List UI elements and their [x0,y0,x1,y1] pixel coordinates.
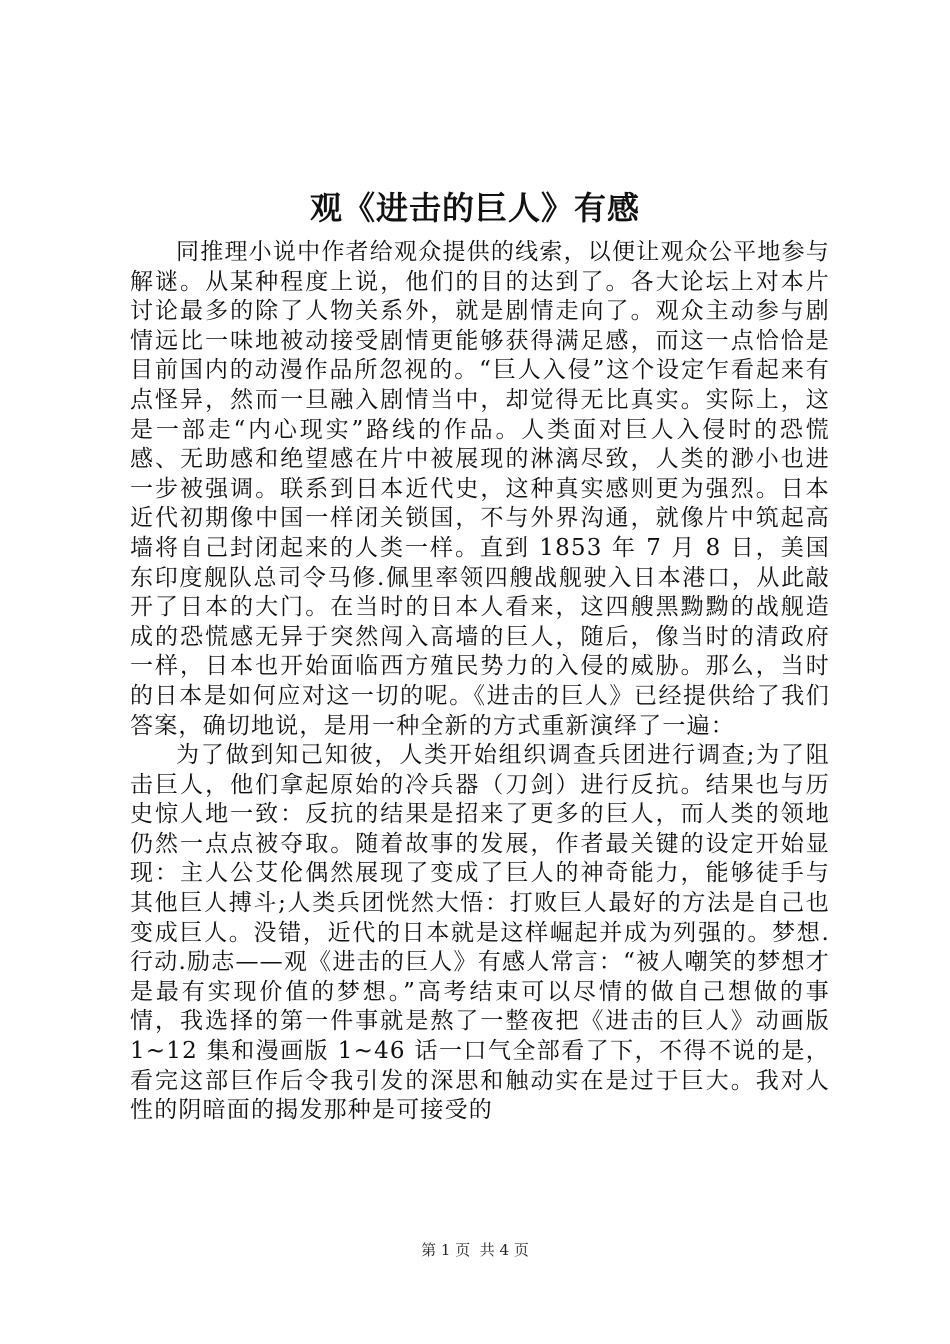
page-footer [0,1240,950,1260]
paragraph-2: 为了做到知己知彼，人类开始组织调查兵团进行调查;为了阻击巨人，他们拿起原始的冷兵器（刀剑）进行反抗。结果也与历史惊人地一致：反抗的结果是招来了更多的巨人，而人类的领地仍然一点点被夺取。随着故事的发展，作者最关键的设定开始显现：主人公艾伦偶然展现了变成了巨人的神奇能力，能够徒手与其他巨人搏斗;人类兵团恍然大悟：打败巨人最好的方法是自己也变成巨人。没错，近代的日本就是这样崛起并成为列强的。梦想.行动.励志——观《进击的巨人》有感人常言：“被人嘲笑的梦想才是最有实现价值的梦想。”高考结束可以尽情的做自己想做的事情，我选择的第一件事就是熬了一整夜把《进击的巨人》动画版 1~12 集和漫画版 1~46 话一口气全部看了下，不得不说的是，看完这部巨作后令我引发的深思和触动实在是过于巨大。我对人性的阴暗面的揭发那种是可接受的 [130,742,830,1124]
page-number: 第 1 页 [421,1241,471,1259]
page-total: 共 4 页 [479,1241,529,1259]
paragraph-1: 同推理小说中作者给观众提供的线索，以便让观众公平地参与解谜。从某种程度上说，他们的目的达到了。各大论坛上对本片讨论最多的除了人物关系外，就是剧情走向了。观众主动参与剧情远比一味地被动接受剧情更能够获得满足感，而这一点恰恰是目前国内的动漫作品所忽视的。“巨人入侵”这个设定乍看起来有点怪异，然而一旦融入剧情当中，却觉得无比真实。实际上，这是一部走“内心现实”路线的作品。人类面对巨人入侵时的恐慌感、无助感和绝望感在片中被展现的淋漓尽致，人类的渺小也进一步被强调。联系到日本近代史，这种真实感则更为强烈。日本近代初期像中国一样闭关锁国，不与外界沟通，就像片中筑起高墙将自己封闭起来的人类一样。直到 1853 年 7 月 8 日，美国东印度舰队总司令马修.佩里率领四艘战舰驶入日本港口，从此敲开了日本的大门。在当时的日本人看来，这四艘黑黝黝的战舰造成的恐慌感无异于突然闯入高墙的巨人，随后，像当时的清政府一样，日本也开始面临西方殖民势力的入侵的威胁。那么，当时的日本是如何应对这一切的呢。《进击的巨人》已经提供给了我们答案，确切地说，是用一种全新的方式重新演绎了一遍： [130,239,830,739]
document-title: 观《进击的巨人》有感 [309,189,640,227]
document-body [130,238,830,1126]
footer-spacer [470,1241,480,1259]
